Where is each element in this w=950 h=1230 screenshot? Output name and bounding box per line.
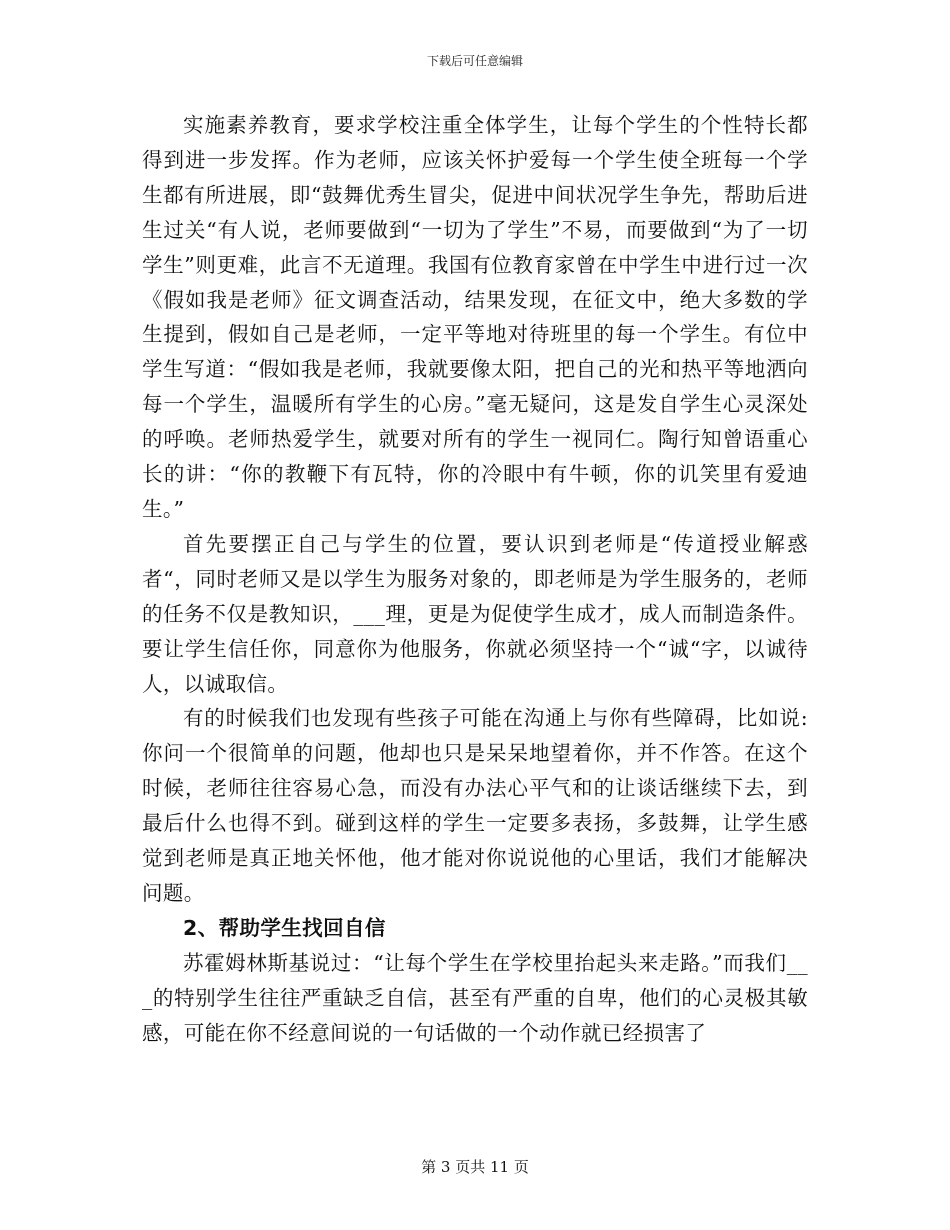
page-header: 下载后可任意编辑 — [426, 54, 523, 68]
paragraph-4: 苏霍姆林斯基说过：“让每个学生在学校里抬起头来走路。”而我们___的特别学生往往严重缺乏自信，甚至有严重的自卑，他们的心灵极其敏感，可能在你不经意间说的一句话做的一个动作就已经损害了 — [142, 950, 808, 1045]
paragraph-2: 首先要摆正自己与学生的位置，要认识到老师是“传道授业解惑者“，同时老师又是以学生为服务对象的，即老师是为学生服务的，老师的任务不仅是教知识，___理，更是为促使学生成才，成人而制造条件。要让学生信任你，同意你为他服务，你就必须坚持一个“诚“字，以诚待人，以诚取信。 — [142, 531, 808, 696]
section-heading: 2、帮助学生找回自信 — [183, 915, 386, 940]
page-footer: 第 3 页共 11 页 — [421, 1158, 529, 1176]
paragraph-1: 实施素养教育，要求学校注重全体学生，让每个学生的个性特长都得到进一步发挥。作为老师，应该关怀护爱每一个学生使全班每一个学生都有所进展，即“鼓舞优秀生冒尖，促进中间状况学生争先，帮助后进生过关“有人说，老师要做到“一切为了学生”不易，而要做到“为了一切学生”则更难，此言不无道理。我国有位教育家曾在中学生中进行过一次《假如我是老师》征文调查活动，结果发现，在征文中，绝大多数的学生提到，假如自己是老师，一定平等地对待班里的每一个学生。有位中学生写道：“假如我是老师，我就要像太阳，把自己的光和热平等地洒向每一个学生，温暖所有学生的心房。”毫无疑问，这是发自学生心灵深处的呼唤。老师热爱学生，就要对所有的学生一视同仁。陶行知曾语重心长的讲：“你的教鞭下有瓦特，你的冷眼中有牛顿，你的讥笑里有爱迪生。” — [142, 113, 808, 521]
document-body — [142, 108, 808, 1050]
paragraph-3: 有的时候我们也发现有些孩子可能在沟通上与你有些障碍，比如说:你问一个很简单的问题，他却也只是呆呆地望着你，并不作答。在这个时候，老师往往容易心急，而没有办法心平气和的让谈话继续下去，到最后什么也得不到。碰到这样的学生一定要多表扬，多鼓舞，让学生感觉到老师是真正地关怀他，他才能对你说说他的心里话，我们才能解决问题。 — [142, 706, 808, 905]
